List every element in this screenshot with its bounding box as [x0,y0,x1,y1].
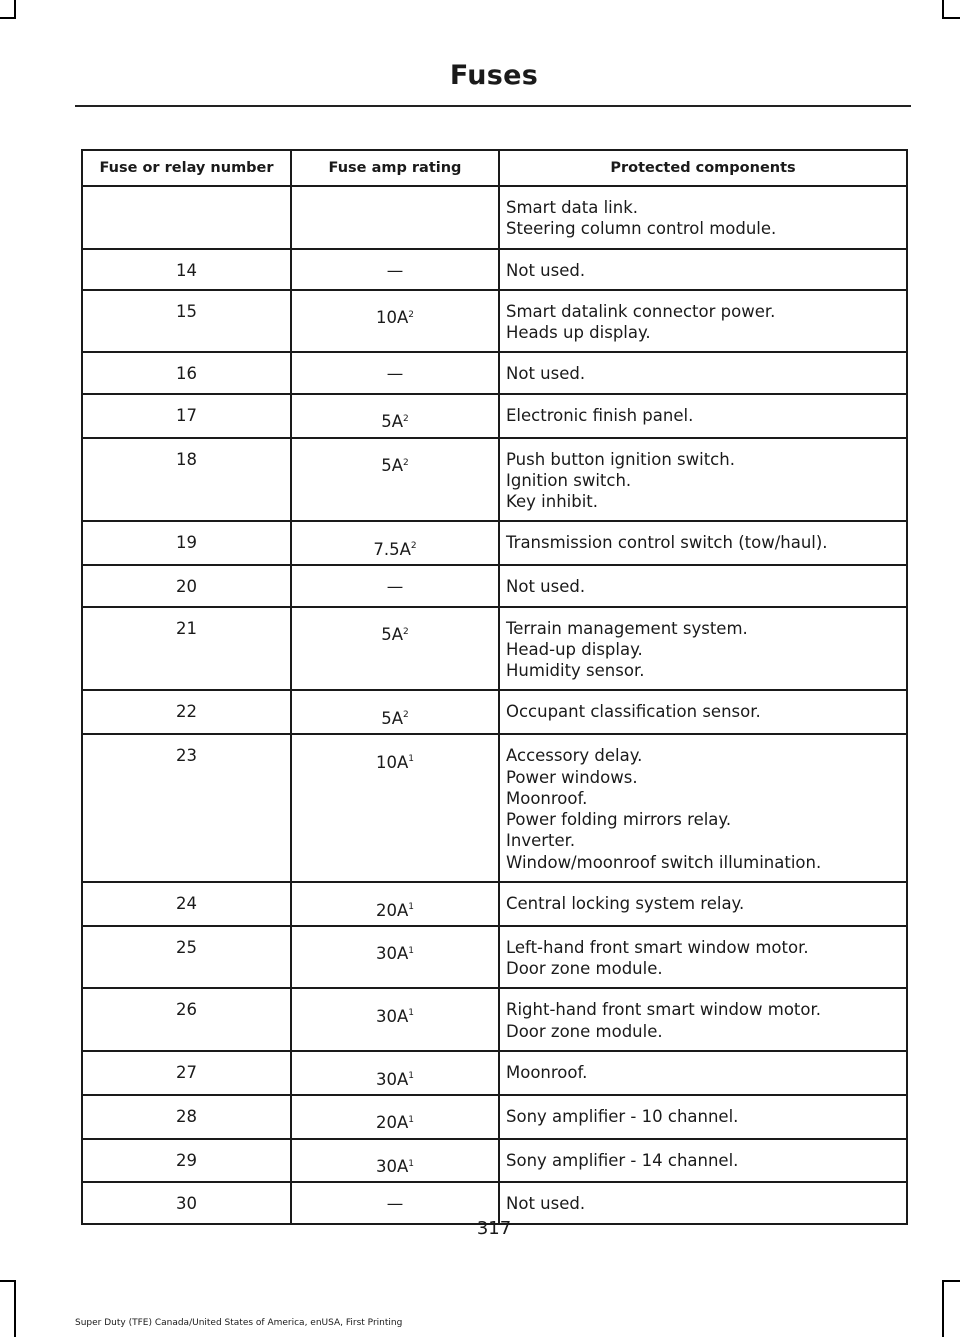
table-row [82,988,907,1051]
amp-rating: 20A [375,900,409,920]
protected-components-cell [499,1095,907,1139]
component-line: Key inhibit. [506,492,599,512]
amp-rating-cell [291,1051,499,1095]
component-line: Transmission control switch (tow/haul). [506,533,828,553]
amp-rating-cell [291,607,499,691]
amp-rating-cell [291,249,499,290]
fuse-number-cell [82,607,291,691]
amp-rating: 20A [375,1113,409,1133]
component-line: Central locking system relay. [506,894,745,914]
fuse-table [81,149,908,1225]
table-row [82,882,907,926]
amp-rating: 5A [381,412,404,432]
crop-mark-top-right [942,0,944,18]
crop-mark-bottom-right [942,1280,944,1337]
amp-rating-cell [291,734,499,882]
protected-components-cell [499,352,907,393]
protected-components-cell [499,734,907,882]
footnote-marker: 1 [408,945,415,956]
amp-rating: — [386,364,404,384]
footnote-marker: 1 [408,1158,415,1169]
amp-rating: — [386,577,404,597]
fuse-number-cell [82,1051,291,1095]
fuse-number: 23 [176,746,197,766]
table-row [82,734,907,882]
component-line: Accessory delay. [506,746,643,766]
table-row [82,186,907,249]
fuse-number: 28 [176,1106,197,1126]
fuse-number-cell [82,352,291,393]
amp-rating-cell [291,565,499,606]
component-line: Moonroof. [506,1063,588,1083]
fuse-number-cell [82,1095,291,1139]
table-row [82,394,907,438]
table-row [82,607,907,691]
footnote-marker: 2 [403,710,409,721]
amp-rating-cell [291,186,499,249]
amp-rating: 10A [375,752,409,772]
component-line: Occupant classification sensor. [506,702,761,722]
footnote-marker: 1 [408,754,415,765]
page-title: Fuses [449,60,539,91]
component-line: Sony amplifier - 10 channel. [506,1106,739,1126]
fuse-number-cell [82,882,291,926]
component-line: Heads up display. [506,323,651,343]
fuse-number: 22 [176,702,197,722]
table-row [82,1139,907,1183]
component-line: Smart datalink connector power. [506,301,776,321]
fuse-number: 24 [176,894,197,914]
protected-components-cell [499,186,907,249]
protected-components-cell [499,926,907,989]
fuse-number-cell [82,734,291,882]
amp-rating: 30A [375,944,409,964]
fuse-number-cell [82,521,291,565]
component-line: Humidity sensor. [506,661,645,681]
fuse-number: 15 [176,301,197,321]
page-number: 317 [476,1218,512,1239]
component-line: Ignition switch. [506,470,632,490]
amp-rating: 5A [381,456,404,476]
component-line: Terrain management system. [506,618,748,638]
fuse-number-cell [82,988,291,1051]
footnote-marker: 2 [410,541,417,552]
protected-components-cell [499,565,907,606]
table-row [82,352,907,393]
title-divider [75,105,911,107]
amp-rating-cell [291,1095,499,1139]
amp-rating: 7.5A [373,539,411,559]
component-line: Not used. [506,577,586,597]
component-line: Smart data link. [506,198,638,217]
fuse-number-cell [82,690,291,734]
table-row [82,290,907,353]
fuse-number-cell [82,438,291,522]
table-row [82,1095,907,1139]
protected-components-cell [499,607,907,691]
component-line: Push button ignition switch. [506,449,735,469]
footnote-marker: 1 [408,1114,415,1125]
fuse-table-body [82,186,907,1224]
fuse-number-cell [82,926,291,989]
crop-mark-bottom-left-h [0,1280,16,1282]
fuse-number-cell [82,1139,291,1183]
fuse-number: 26 [176,1000,197,1020]
fuse-number-cell [82,394,291,438]
protected-components-cell [499,521,907,565]
fuse-number: 29 [176,1150,197,1170]
table-row [82,690,907,734]
component-line: Steering column control module. [506,219,777,239]
component-line: Left-hand front smart window motor. [506,937,809,957]
crop-mark-top-left [14,0,16,18]
fuse-number-cell [82,565,291,606]
fuse-number: 14 [176,260,197,280]
component-line: Not used. [506,260,586,280]
component-line: Not used. [506,364,586,384]
table-row [82,249,907,290]
table-header-row [82,150,907,186]
amp-rating-cell [291,352,499,393]
component-line: Power folding mirrors relay. [506,810,732,830]
amp-rating: 30A [375,1157,409,1177]
amp-rating-cell [291,394,499,438]
footnote-marker: 2 [408,309,415,320]
amp-rating-cell [291,1139,499,1183]
fuse-number: 17 [176,405,197,425]
fuse-number: 16 [176,364,197,384]
fuse-number: 18 [176,449,197,469]
component-line: Window/moonroof switch illumination. [506,852,822,872]
component-line: Not used. [506,1194,586,1214]
amp-rating-cell [291,690,499,734]
component-line: Head-up display. [506,639,643,659]
footnote-marker: 2 [403,626,409,637]
component-line: Sony amplifier - 14 channel. [506,1150,739,1170]
protected-components-cell [499,394,907,438]
component-line: Door zone module. [506,959,663,979]
fuse-number: 19 [176,533,197,553]
footer-text: Super Duty (TFE) Canada/United States of America, enUSA, First Printing [75,1318,403,1328]
component-line: Electronic finish panel. [506,405,694,425]
component-line: Right-hand front smart window motor. [506,1000,822,1020]
fuse-number: 30 [176,1194,197,1214]
protected-components-cell [499,988,907,1051]
footnote-marker: 1 [408,902,415,913]
amp-rating: 5A [381,625,404,645]
header-protected-components: Protected components [499,150,907,186]
table-row [82,521,907,565]
component-line: Power windows. [506,767,638,787]
amp-rating-cell [291,882,499,926]
component-line: Inverter. [506,831,576,851]
fuse-number: 27 [176,1063,197,1083]
footnote-marker: 2 [403,413,409,424]
fuse-number: 20 [176,577,197,597]
amp-rating: 30A [375,1006,409,1026]
crop-mark-top-right-h [942,17,960,19]
protected-components-cell [499,290,907,353]
amp-rating-cell [291,521,499,565]
fuse-number: 25 [176,937,197,957]
header-fuse-number: Fuse or relay number [82,150,291,186]
component-line: Door zone module. [506,1021,663,1041]
amp-rating: 30A [375,1069,409,1089]
table-row [82,1051,907,1095]
amp-rating-cell [291,988,499,1051]
table-row [82,565,907,606]
fuse-number: 21 [176,618,197,638]
fuse-number-cell [82,186,291,249]
table-row [82,438,907,522]
protected-components-cell [499,438,907,522]
amp-rating: 5A [381,708,404,728]
table-row [82,926,907,989]
component-line: Moonroof. [506,788,588,808]
protected-components-cell [499,1139,907,1183]
footnote-marker: 1 [408,1071,415,1082]
amp-rating-cell [291,926,499,989]
fuse-number-cell [82,249,291,290]
footnote-marker: 2 [403,457,409,468]
amp-rating: 10A [375,308,409,328]
crop-mark-bottom-left [14,1280,16,1337]
crop-mark-bottom-right-h [942,1280,960,1282]
protected-components-cell [499,1051,907,1095]
protected-components-cell [499,690,907,734]
amp-rating: — [386,260,404,280]
footnote-marker: 1 [408,1008,415,1019]
header-amp-rating: Fuse amp rating [291,150,499,186]
amp-rating: — [386,1194,404,1214]
crop-mark-top-left-h [0,17,16,19]
amp-rating-cell [291,290,499,353]
protected-components-cell [499,249,907,290]
amp-rating-cell [291,438,499,522]
protected-components-cell [499,882,907,926]
fuse-number-cell [82,290,291,353]
